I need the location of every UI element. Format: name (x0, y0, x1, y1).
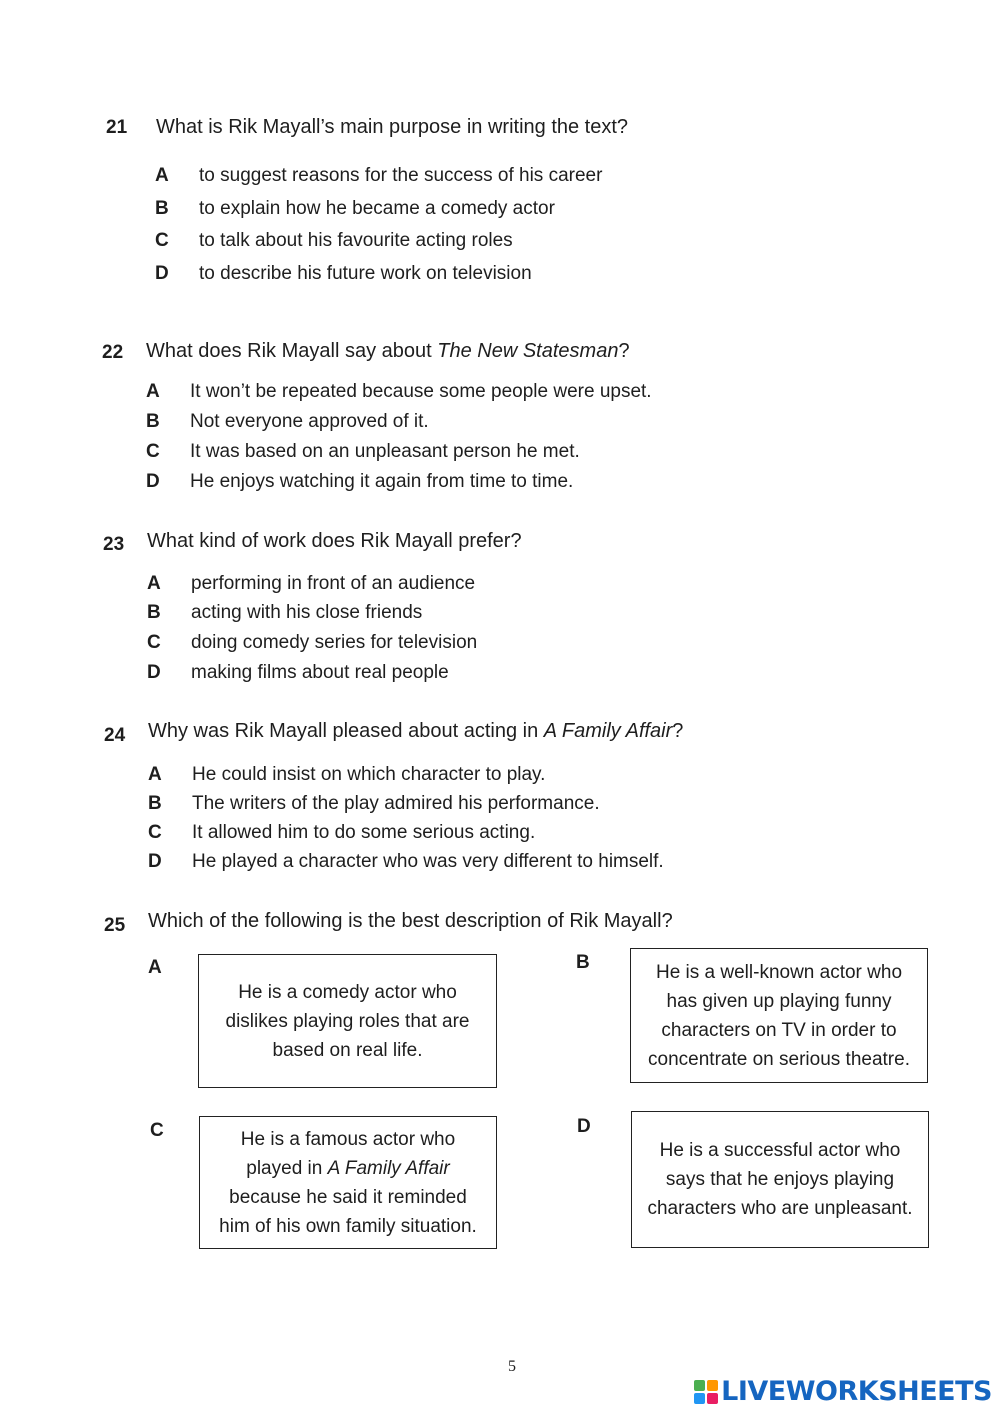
option-a[interactable] (155, 165, 602, 187)
question-number: 22 (102, 342, 124, 363)
option-letter: B (146, 411, 160, 432)
box-line: based on real life. (272, 1039, 423, 1061)
option-b[interactable] (148, 793, 600, 815)
question-stem: What kind of work does Rik Mayall prefer? (147, 530, 522, 552)
box-line: dislikes playing roles that are (225, 1010, 470, 1032)
option-letter: C (155, 230, 169, 251)
option-letter: D (147, 662, 161, 683)
option-a[interactable] (148, 764, 545, 786)
option-text: to explain how he became a comedy actor (199, 198, 555, 219)
option-c[interactable] (146, 441, 580, 463)
option-text: He could insist on which character to play. (192, 764, 546, 785)
question-number: 21 (106, 117, 128, 138)
option-text: Not everyone approved of it. (190, 411, 429, 432)
box-letter-c: C (150, 1120, 164, 1141)
box-line: characters who are unpleasant. (647, 1198, 913, 1219)
box-line (219, 1154, 477, 1183)
option-text: making films about real people (191, 662, 449, 683)
box-line: says that he enjoys playing (665, 1169, 895, 1190)
question-number: 23 (103, 534, 125, 555)
box-line: He is a successful actor who (659, 1140, 901, 1161)
option-letter: A (147, 573, 161, 594)
watermark-text: LIVEWORKSHEETS (721, 1376, 992, 1407)
stem-title: The New Statesman (437, 340, 619, 362)
stem-punctuation: ? (618, 340, 630, 362)
answer-box-b[interactable] (630, 948, 928, 1083)
option-text: He played a character who was very different to himself. (192, 851, 664, 872)
option-letter: A (155, 165, 169, 186)
option-d[interactable] (147, 662, 449, 684)
option-letter: A (148, 764, 162, 785)
option-letter: A (146, 381, 160, 402)
page-number: 5 (508, 1358, 516, 1375)
box-line-text: played in (246, 1157, 328, 1179)
stem-text: Why was Rik Mayall pleased about acting in (148, 720, 544, 742)
liveworksheets-logo-icon (694, 1380, 718, 1404)
option-text: The writers of the play admired his performance. (192, 793, 600, 814)
option-letter: B (147, 602, 161, 623)
option-letter: D (155, 263, 169, 284)
stem-punctuation: ? (672, 720, 684, 742)
option-text: He enjoys watching it again from time to time. (190, 471, 574, 492)
question-stem: Which of the following is the best description of Rik Mayall? (148, 910, 673, 932)
box-line: He is a well-known actor who (655, 961, 903, 983)
box-line: has given up playing funny (666, 990, 892, 1012)
option-c[interactable] (147, 632, 477, 654)
option-letter: B (155, 198, 169, 219)
option-text: to describe his future work on television (199, 263, 532, 284)
box-line: He is a famous actor who (240, 1128, 456, 1150)
option-c[interactable] (155, 230, 513, 252)
option-text: It was based on an unpleasant person he met. (190, 441, 580, 462)
answer-box-c[interactable] (199, 1116, 497, 1249)
option-text: It won’t be repeated because some people were upset. (190, 381, 652, 402)
question-stem (146, 340, 630, 363)
answer-box-a[interactable] (198, 954, 497, 1088)
question-stem: What is Rik Mayall’s main purpose in writing the text? (156, 116, 629, 138)
logo-tile (707, 1380, 718, 1391)
logo-tile (694, 1393, 705, 1404)
option-text: doing comedy series for television (191, 632, 478, 653)
liveworksheets-watermark (694, 1376, 992, 1407)
logo-tile (707, 1393, 718, 1404)
option-b[interactable] (147, 602, 422, 624)
option-letter: C (147, 632, 161, 653)
option-d[interactable] (148, 851, 664, 873)
option-d[interactable] (146, 471, 573, 493)
box-line: concentrate on serious theatre. (648, 1048, 910, 1070)
option-letter: D (146, 471, 160, 492)
option-text: to suggest reasons for the success of his career (199, 165, 603, 186)
option-text: performing in front of an audience (191, 573, 476, 594)
option-text: to talk about his favourite acting roles (199, 230, 513, 251)
box-letter-b: B (576, 952, 590, 973)
option-c[interactable] (148, 822, 535, 844)
option-b[interactable] (146, 411, 429, 433)
stem-title: A Family Affair (543, 720, 673, 742)
option-letter: C (146, 441, 160, 462)
box-line: He is a comedy actor who (238, 981, 457, 1003)
option-letter: D (148, 851, 162, 872)
option-d[interactable] (155, 263, 532, 285)
box-letter-a: A (148, 957, 162, 978)
answer-box-d[interactable] (631, 1111, 929, 1248)
option-a[interactable] (146, 381, 652, 403)
option-letter: B (148, 793, 162, 814)
option-a[interactable] (147, 573, 475, 595)
box-line: because he said it reminded (229, 1186, 467, 1208)
box-line-title: A Family Affair (327, 1157, 450, 1179)
box-letter-d: D (577, 1116, 591, 1137)
stem-text: What does Rik Mayall say about (146, 340, 438, 362)
box-line: him of his own family situation. (219, 1215, 477, 1237)
option-b[interactable] (155, 198, 555, 220)
option-text: acting with his close friends (191, 602, 423, 623)
option-text: It allowed him to do some serious acting. (192, 822, 536, 843)
question-stem (148, 720, 683, 743)
logo-tile (694, 1380, 705, 1391)
question-number: 25 (104, 915, 126, 936)
box-line: characters on TV in order to (661, 1019, 897, 1041)
option-letter: C (148, 822, 162, 843)
question-number: 24 (104, 725, 126, 746)
